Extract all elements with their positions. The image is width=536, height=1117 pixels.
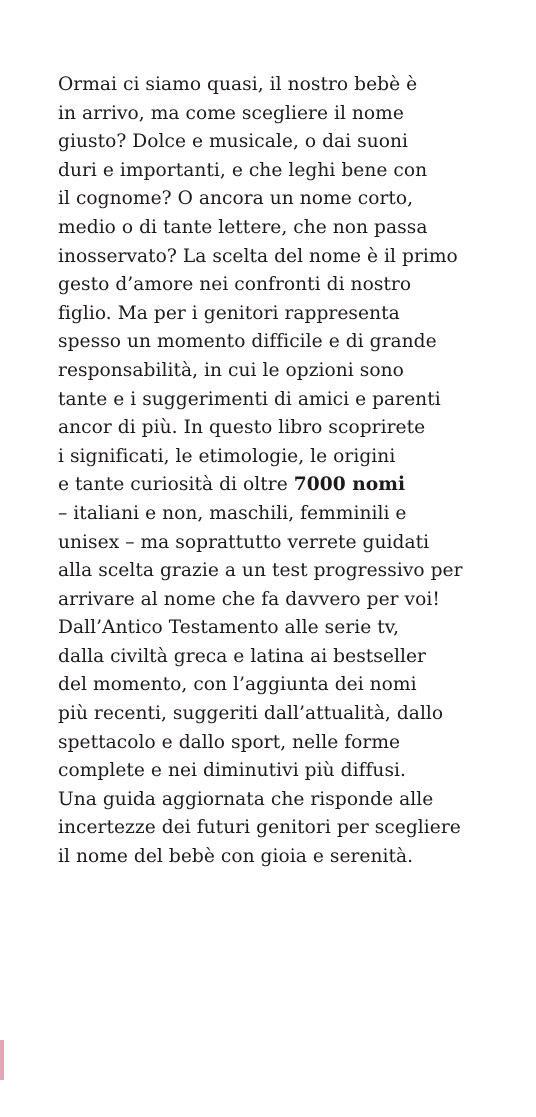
blurb-line: ancor di più. In questo libro scoprirete xyxy=(58,417,426,439)
blurb-line: medio o di tante lettere, che non passa xyxy=(58,216,428,238)
blurb-line: gesto d’amore nei confronti di nostro xyxy=(58,274,412,296)
blurb-line: arrivare al nome che fa davvero per voi! xyxy=(58,588,440,610)
blurb-line: responsabilità, in cui le opzioni sono xyxy=(58,359,404,381)
blurb-line: alla scelta grazie a un test progressivo per xyxy=(58,560,463,582)
blurb-line: incertezze dei futuri genitori per scegliere xyxy=(58,817,461,839)
blurb-line: i significati, le etimologie, le origini xyxy=(58,445,396,467)
book-blurb xyxy=(58,71,528,872)
blurb-line: Ormai ci siamo quasi, il nostro bebè è xyxy=(58,74,418,95)
blurb-line: – italiani e non, maschili, femminili e xyxy=(58,502,407,524)
blurb-line: in arrivo, ma come scegliere il nome xyxy=(58,102,404,124)
blurb-line: figlio. Ma per i genitori rappresenta xyxy=(58,302,400,324)
blurb-line: più recenti, suggeriti dall’attualità, dallo xyxy=(58,703,444,725)
page-edge-mark xyxy=(0,1040,4,1080)
highlight-names-count: 7000 nomi xyxy=(293,474,406,496)
blurb-line: del momento, con l’aggiunta dei nomi xyxy=(58,674,417,696)
blurb-line-text: e tante curiosità di oltre xyxy=(58,474,294,496)
blurb-line: il nome del bebè con gioia e serenità. xyxy=(58,846,414,868)
blurb-line: complete e nei diminutivi più diffusi. xyxy=(58,760,407,782)
blurb-line: dalla civiltà greca e latina ai bestseller xyxy=(58,645,426,667)
blurb-line: inosservato? La scelta del nome è il primo xyxy=(58,245,458,267)
blurb-line-with-highlight xyxy=(58,471,528,500)
blurb-line: Dall’Antico Testamento alle serie tv, xyxy=(58,617,400,639)
blurb-line: tante e i suggerimenti di amici e parenti xyxy=(58,388,441,410)
blurb-line: unisex – ma soprattutto verrete guidati xyxy=(58,531,430,553)
blurb-line: il cognome? O ancora un nome corto, xyxy=(58,188,414,210)
blurb-line: giusto? Dolce e musicale, o dai suoni xyxy=(58,131,409,153)
blurb-line: spesso un momento difficile e di grande xyxy=(58,331,437,353)
blurb-line: duri e importanti, e che leghi bene con xyxy=(58,159,428,181)
blurb-line: spettacolo e dallo sport, nelle forme xyxy=(58,731,401,753)
blurb-line: Una guida aggiornata che risponde alle xyxy=(58,788,434,810)
